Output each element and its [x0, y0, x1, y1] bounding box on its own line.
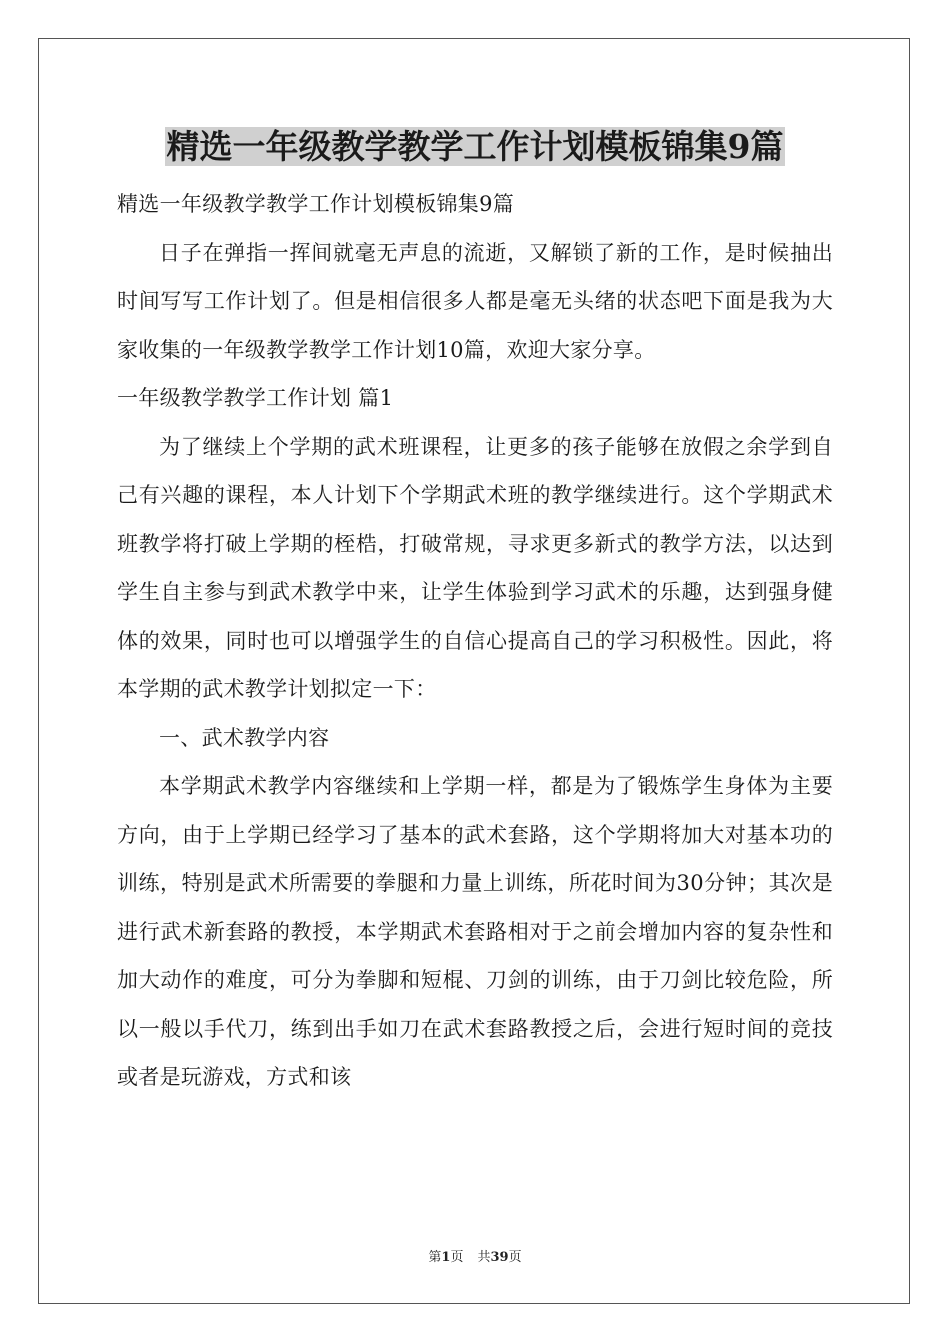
document-title-text: 精选一年级教学教学工作计划模板锦集9篇	[166, 127, 784, 166]
total-suffix: 页	[508, 1250, 522, 1265]
page-suffix: 页	[450, 1250, 464, 1265]
page-footer	[0, 1246, 950, 1265]
total-prefix: 共	[477, 1250, 491, 1265]
section-heading: 一年级教学教学工作计划 篇1	[117, 386, 394, 410]
document-body	[117, 180, 833, 1102]
page-prefix: 第	[428, 1250, 442, 1265]
intro-paragraph: 日子在弹指一挥间就毫无声息的流逝，又解锁了新的工作，是时候抽出时间写写工作计划了。但是相信很多人都是毫无头绪的状态吧下面是我为大家收集的一年级教学教学工作计划10篇，欢迎大家分享。	[117, 240, 833, 362]
total-pages: 39	[490, 1250, 509, 1265]
document-title	[0, 124, 950, 170]
page-number: 1	[441, 1250, 451, 1265]
body-paragraph: 为了继续上个学期的武术班课程，让更多的孩子能够在放假之余学到自己有兴趣的课程，本人计划下个学期武术班的教学继续进行。这个学期武术班教学将打破上学期的桎梏，打破常规，寻求更多新式的教学方法，以达到学生自主参与到武术教学中来，让学生体验到学习武术的乐趣，达到强身健体的效果，同时也可以增强学生的自信心提高自己的学习积极性。因此，将本学期的武术教学计划拟定一下：	[117, 434, 833, 701]
body-paragraph: 本学期武术教学内容继续和上学期一样，都是为了锻炼学生身体为主要方向，由于上学期已经学习了基本的武术套路，这个学期将加大对基本功的训练，特别是武术所需要的拳腿和力量上训练，所花时间为30分钟；其次是进行武术新套路的教授，本学期武术套路相对于之前会增加内容的复杂性和加大动作的难度，可分为拳脚和短棍、刀剑的训练，由于刀剑比较危险，所以一般以手代刀，练到出手如刀在武术套路教授之后，会进行短时间的竞技或者是玩游戏，方式和该	[117, 774, 833, 1089]
subsection-heading: 一、武术教学内容	[159, 725, 330, 750]
document-subtitle: 精选一年级教学教学工作计划模板锦集9篇	[117, 192, 515, 216]
